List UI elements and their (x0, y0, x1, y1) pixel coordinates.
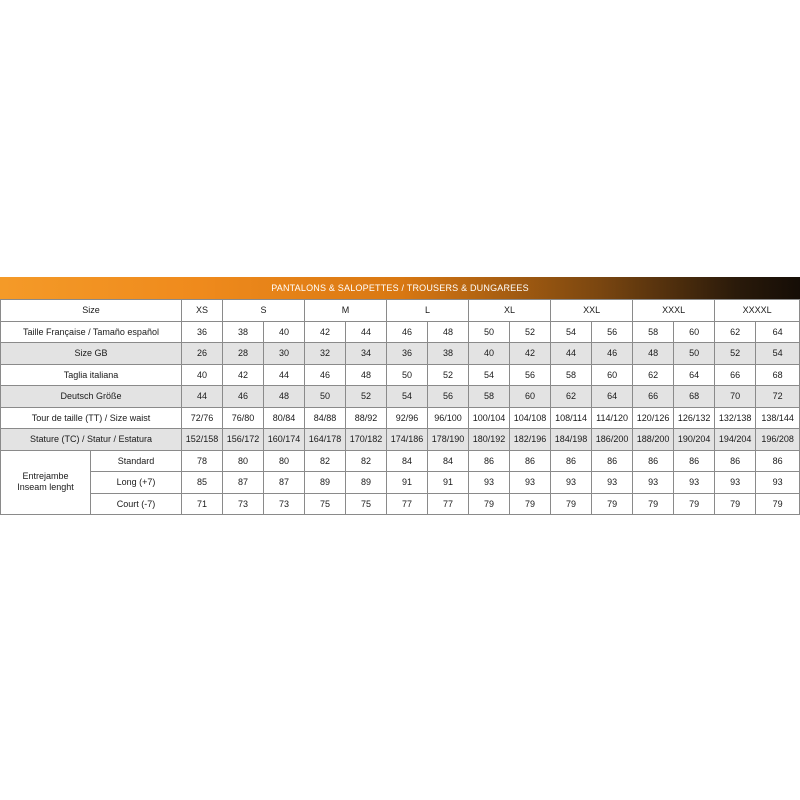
table-cell: 64 (592, 386, 633, 408)
table-cell: 77 (387, 493, 428, 515)
table-cell: 96/100 (428, 407, 469, 429)
table-cell: 79 (469, 493, 510, 515)
row-label: Standard (91, 450, 182, 472)
table-cell: 82 (305, 450, 346, 472)
table-cell: 79 (510, 493, 551, 515)
table-cell: 44 (264, 364, 305, 386)
table-cell: 170/182 (346, 429, 387, 451)
table-cell: 84 (428, 450, 469, 472)
table-cell: 93 (715, 472, 756, 494)
row-label: Taille Française / Tamaño español (1, 321, 182, 343)
row-label: Court (-7) (91, 493, 182, 515)
size-chart (0, 277, 800, 515)
table-cell: 34 (346, 343, 387, 365)
table-cell: 56 (428, 386, 469, 408)
table-cell: 44 (551, 343, 592, 365)
table-cell: 73 (264, 493, 305, 515)
table-row (1, 343, 800, 365)
table-cell: 30 (264, 343, 305, 365)
table-row (1, 493, 800, 515)
table-cell: 50 (469, 321, 510, 343)
table-cell: 86 (469, 450, 510, 472)
table-cell: 54 (469, 364, 510, 386)
table-cell: 152/158 (182, 429, 223, 451)
table-cell: 186/200 (592, 429, 633, 451)
table-cell: 64 (674, 364, 715, 386)
table-cell: 184/198 (551, 429, 592, 451)
table-cell: 80/84 (264, 407, 305, 429)
table-cell: 66 (633, 386, 674, 408)
table-cell: 54 (756, 343, 800, 365)
table-cell: 40 (264, 321, 305, 343)
table-cell: 73 (223, 493, 264, 515)
table-cell: 52 (346, 386, 387, 408)
table-cell: 72 (756, 386, 800, 408)
table-cell: 76/80 (223, 407, 264, 429)
table-cell: 79 (756, 493, 800, 515)
size-header-cell: XXL (551, 300, 633, 322)
table-cell: 54 (551, 321, 592, 343)
table-cell: 104/108 (510, 407, 551, 429)
table-cell: 156/172 (223, 429, 264, 451)
table-cell: 79 (592, 493, 633, 515)
table-cell: 86 (715, 450, 756, 472)
table-cell: 36 (182, 321, 223, 343)
table-cell: 72/76 (182, 407, 223, 429)
size-table (0, 299, 800, 515)
table-cell: 75 (346, 493, 387, 515)
table-cell: 79 (674, 493, 715, 515)
table-cell: 40 (469, 343, 510, 365)
table-cell: 58 (551, 364, 592, 386)
table-cell: 87 (223, 472, 264, 494)
table-cell: 42 (510, 343, 551, 365)
table-cell: 93 (756, 472, 800, 494)
table-cell: 190/204 (674, 429, 715, 451)
table-row (1, 386, 800, 408)
table-cell: 93 (551, 472, 592, 494)
table-cell: 26 (182, 343, 223, 365)
table-cell: 138/144 (756, 407, 800, 429)
table-cell: 58 (469, 386, 510, 408)
table-row (1, 450, 800, 472)
size-header-row (1, 300, 800, 322)
table-cell: 188/200 (633, 429, 674, 451)
chart-title: PANTALONS & SALOPETTES / TROUSERS & DUNGAREES (0, 277, 800, 299)
table-cell: 50 (674, 343, 715, 365)
table-cell: 77 (428, 493, 469, 515)
table-cell: 64 (756, 321, 800, 343)
table-cell: 62 (551, 386, 592, 408)
table-cell: 86 (633, 450, 674, 472)
table-cell: 32 (305, 343, 346, 365)
table-cell: 68 (756, 364, 800, 386)
table-cell: 160/174 (264, 429, 305, 451)
table-cell: 132/138 (715, 407, 756, 429)
table-cell: 93 (510, 472, 551, 494)
table-cell: 44 (182, 386, 223, 408)
table-cell: 62 (633, 364, 674, 386)
table-cell: 46 (305, 364, 346, 386)
table-cell: 52 (510, 321, 551, 343)
table-cell: 126/132 (674, 407, 715, 429)
table-cell: 38 (428, 343, 469, 365)
table-cell: 46 (592, 343, 633, 365)
table-cell: 46 (223, 386, 264, 408)
table-cell: 62 (715, 321, 756, 343)
size-header-cell: M (305, 300, 387, 322)
table-cell: 82 (346, 450, 387, 472)
table-cell: 78 (182, 450, 223, 472)
table-cell: 91 (428, 472, 469, 494)
table-cell: 38 (223, 321, 264, 343)
table-cell: 87 (264, 472, 305, 494)
table-cell: 70 (715, 386, 756, 408)
row-label: Size (1, 300, 182, 322)
table-cell: 86 (756, 450, 800, 472)
table-cell: 68 (674, 386, 715, 408)
size-header-cell: XS (182, 300, 223, 322)
table-cell: 79 (715, 493, 756, 515)
table-cell: 86 (551, 450, 592, 472)
table-cell: 86 (592, 450, 633, 472)
inseam-group-label (1, 450, 91, 515)
size-header-cell: L (387, 300, 469, 322)
table-cell: 92/96 (387, 407, 428, 429)
table-cell: 85 (182, 472, 223, 494)
table-cell: 180/192 (469, 429, 510, 451)
table-cell: 50 (305, 386, 346, 408)
table-cell: 48 (428, 321, 469, 343)
table-cell: 60 (674, 321, 715, 343)
table-row (1, 321, 800, 343)
table-cell: 120/126 (633, 407, 674, 429)
table-cell: 93 (592, 472, 633, 494)
table-row (1, 364, 800, 386)
table-cell: 100/104 (469, 407, 510, 429)
table-cell: 60 (510, 386, 551, 408)
table-cell: 50 (387, 364, 428, 386)
table-row (1, 472, 800, 494)
row-label: Size GB (1, 343, 182, 365)
table-cell: 52 (715, 343, 756, 365)
table-cell: 114/120 (592, 407, 633, 429)
table-cell: 80 (223, 450, 264, 472)
table-cell: 75 (305, 493, 346, 515)
row-label: Tour de taille (TT) / Size waist (1, 407, 182, 429)
size-header-cell: S (223, 300, 305, 322)
table-cell: 48 (346, 364, 387, 386)
table-cell: 182/196 (510, 429, 551, 451)
table-cell: 194/204 (715, 429, 756, 451)
table-cell: 80 (264, 450, 305, 472)
table-cell: 71 (182, 493, 223, 515)
inseam-label-line2: Inseam lenght (17, 482, 74, 493)
table-cell: 60 (592, 364, 633, 386)
table-cell: 56 (510, 364, 551, 386)
size-header-cell: XXXL (633, 300, 715, 322)
table-cell: 36 (387, 343, 428, 365)
table-cell: 86 (510, 450, 551, 472)
table-cell: 48 (633, 343, 674, 365)
table-cell: 56 (592, 321, 633, 343)
table-cell: 84/88 (305, 407, 346, 429)
table-cell: 93 (633, 472, 674, 494)
row-label: Stature (TC) / Statur / Estatura (1, 429, 182, 451)
size-header-cell: XXXXL (715, 300, 800, 322)
table-cell: 91 (387, 472, 428, 494)
table-cell: 54 (387, 386, 428, 408)
table-cell: 178/190 (428, 429, 469, 451)
table-cell: 93 (674, 472, 715, 494)
table-cell: 86 (674, 450, 715, 472)
table-cell: 79 (633, 493, 674, 515)
row-label: Taglia italiana (1, 364, 182, 386)
table-cell: 52 (428, 364, 469, 386)
table-row (1, 429, 800, 451)
table-cell: 40 (182, 364, 223, 386)
inseam-label-line1: Entrejambe (22, 471, 69, 482)
table-cell: 42 (223, 364, 264, 386)
table-cell: 48 (264, 386, 305, 408)
table-cell: 66 (715, 364, 756, 386)
table-cell: 93 (469, 472, 510, 494)
size-header-cell: XL (469, 300, 551, 322)
table-cell: 28 (223, 343, 264, 365)
table-cell: 88/92 (346, 407, 387, 429)
table-cell: 42 (305, 321, 346, 343)
table-cell: 174/186 (387, 429, 428, 451)
table-row (1, 407, 800, 429)
table-cell: 44 (346, 321, 387, 343)
table-cell: 58 (633, 321, 674, 343)
table-cell: 108/114 (551, 407, 592, 429)
table-cell: 84 (387, 450, 428, 472)
table-cell: 46 (387, 321, 428, 343)
table-cell: 89 (305, 472, 346, 494)
table-cell: 79 (551, 493, 592, 515)
table-cell: 196/208 (756, 429, 800, 451)
row-label: Long (+7) (91, 472, 182, 494)
table-cell: 164/178 (305, 429, 346, 451)
row-label: Deutsch Größe (1, 386, 182, 408)
table-cell: 89 (346, 472, 387, 494)
